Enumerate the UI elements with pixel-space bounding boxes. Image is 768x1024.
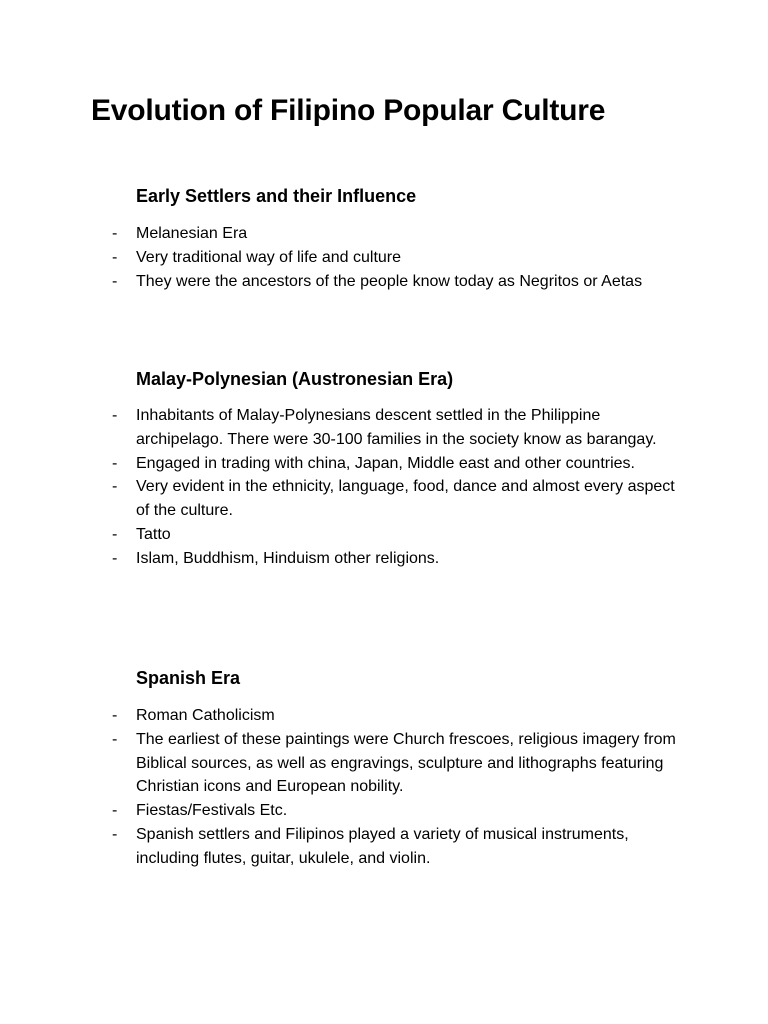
bullet-dash: -: [112, 707, 118, 724]
bullet-dash: -: [112, 454, 118, 472]
list-item-text: Very evident in the ethnicity, language, food, dance and almost every aspect of the culture.: [136, 478, 675, 520]
list-item-text: Engaged in trading with china, Japan, Middle east and other countries.: [136, 454, 635, 472]
list-item: [0, 523, 681, 547]
list-item-text: Tatto: [136, 525, 171, 543]
list-item: [0, 704, 681, 728]
section-heading: Early Settlers and their Influence: [136, 186, 417, 206]
list-item: [0, 404, 681, 452]
bullet-dash: -: [112, 272, 118, 290]
list-item: [0, 728, 681, 799]
list-item-text: Fiestas/Festivals Etc.: [136, 802, 288, 820]
list-item: [0, 270, 681, 294]
document-title: Evolution of Filipino Popular Culture: [91, 94, 606, 127]
list-item-text: Very traditional way of life and culture: [136, 248, 402, 266]
list-item-text: Spanish settlers and Filipinos played a variety of musical instruments, including flutes, guitar, ukulele, and violin.: [136, 825, 629, 867]
list-item: [0, 452, 681, 476]
bullet-list: [0, 704, 768, 871]
bullet-dash: -: [112, 730, 118, 748]
list-item-text: Roman Catholicism: [136, 707, 275, 724]
bullet-dash: -: [112, 802, 118, 820]
bullet-list: [0, 222, 768, 293]
list-item: [0, 823, 681, 871]
bullet-dash: -: [112, 225, 118, 242]
list-item: [0, 222, 681, 246]
list-item-text: Melanesian Era: [136, 225, 248, 242]
list-item-text: Islam, Buddhism, Hinduism other religions.: [136, 549, 440, 567]
bullet-dash: -: [112, 549, 118, 567]
list-item-text: They were the ancestors of the people know today as Negritos or Aetas: [136, 272, 643, 290]
list-item: [0, 246, 681, 270]
bullet-dash: -: [112, 248, 118, 266]
section-heading: Spanish Era: [136, 668, 241, 688]
list-item-text: Inhabitants of Malay-Polynesians descent settled in the Philippine archipelago. There were 30-100 families in the society know as barangay.: [136, 407, 657, 448]
bullet-dash: -: [112, 478, 118, 496]
bullet-dash: -: [112, 407, 118, 424]
list-item: [0, 475, 681, 523]
list-item: [0, 799, 681, 823]
bullet-dash: -: [112, 525, 118, 543]
section-heading: Malay-Polynesian (Austronesian Era): [136, 369, 454, 389]
list-item: [0, 547, 681, 571]
bullet-list: [0, 404, 768, 571]
bullet-dash: -: [112, 825, 118, 843]
list-item-text: The earliest of these paintings were Church frescoes, religious imagery from Biblical sources, as well as engravings, sculpture and lithographs featuring Christian icons and European nobility.: [136, 730, 676, 796]
